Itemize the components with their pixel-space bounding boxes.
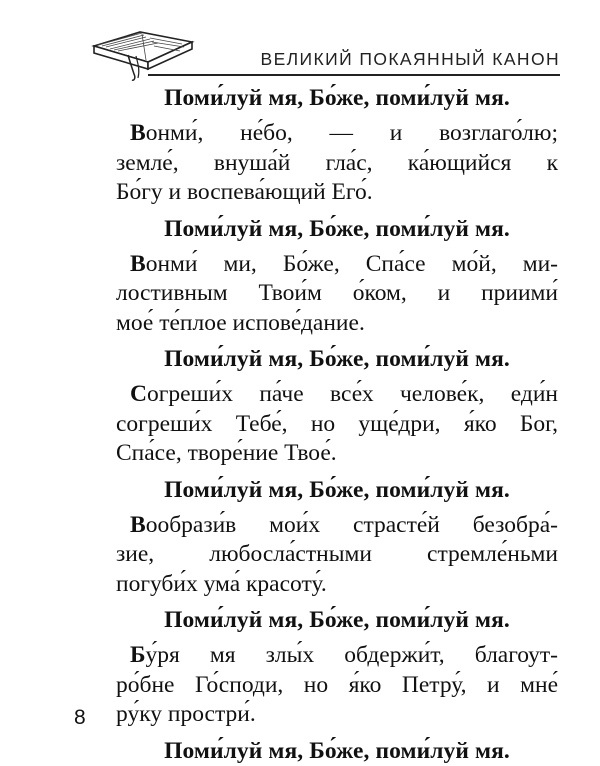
verse-initial: В	[130, 511, 146, 538]
verse-initial: В	[130, 120, 146, 146]
verse-initial: В	[130, 250, 146, 277]
verse-3	[116, 380, 558, 469]
refrain: Поми́луй мя, Бо́же, поми́луй мя.	[164, 737, 510, 764]
running-header	[88, 22, 560, 82]
verse-line: Вонми́ ми, Бо́же, Спа́се мо́й, ми-	[130, 250, 558, 277]
verse-line: Вообрази́в мои́х страсте́й безобра́-	[130, 511, 558, 538]
verse-line: Вонми́, не́бо, — и возглаго́лю;	[130, 120, 558, 146]
verse-line: ру́ку простри́.	[116, 701, 256, 727]
verse-4	[116, 511, 558, 600]
verse-initial: С	[130, 381, 147, 407]
verse-line: Бу́ря мя злы́х обдержи́т, благоут-	[130, 642, 558, 668]
verse-line: погуби́х ума́ красоту́.	[116, 570, 327, 597]
refrain: Поми́луй мя, Бо́же, поми́луй мя.	[164, 476, 510, 503]
verse-line: согреши́х Тебе́, но уще́дри, я́ко Бог,	[116, 410, 558, 437]
verse-line: ро́бне Го́споди, но я́ко Петру́, и мне́	[116, 671, 558, 698]
verse-initial: Б	[130, 642, 146, 668]
verse-line: земле́, внуша́й гла́с, ка́ющийся к	[116, 149, 558, 176]
verse-5	[116, 641, 558, 730]
verse-1	[116, 119, 558, 208]
header-rule	[148, 74, 560, 76]
refrain: Поми́луй мя, Бо́же, поми́луй мя.	[164, 346, 510, 372]
verse-line: Согреши́х па́че все́х челове́к, еди́н	[130, 381, 558, 407]
verse-line: Спа́се, творе́ние Твое́.	[116, 440, 337, 466]
refrain: Поми́луй мя, Бо́же, поми́луй мя.	[164, 607, 510, 633]
refrain: Поми́луй мя, Бо́же, поми́луй мя.	[164, 215, 510, 242]
canon-text	[116, 84, 558, 766]
refrain: Поми́луй мя, Бо́же, поми́луй мя.	[164, 85, 510, 111]
header-title: ВЕЛИКИЙ ПОКАЯННЫЙ КАНОН	[260, 49, 560, 69]
verse-line: Бо́гу и воспева́ющий Его́.	[116, 179, 373, 205]
open-book-icon	[88, 22, 198, 82]
verse-line: мое́ те́плое испове́дание.	[116, 309, 365, 336]
verse-line: зие, любосла́стными стремле́ньми	[116, 541, 558, 567]
verse-line: лостивным Твои́м о́ком, и приими́	[116, 280, 558, 306]
verse-2	[116, 250, 558, 339]
page-number: 8	[74, 706, 86, 729]
